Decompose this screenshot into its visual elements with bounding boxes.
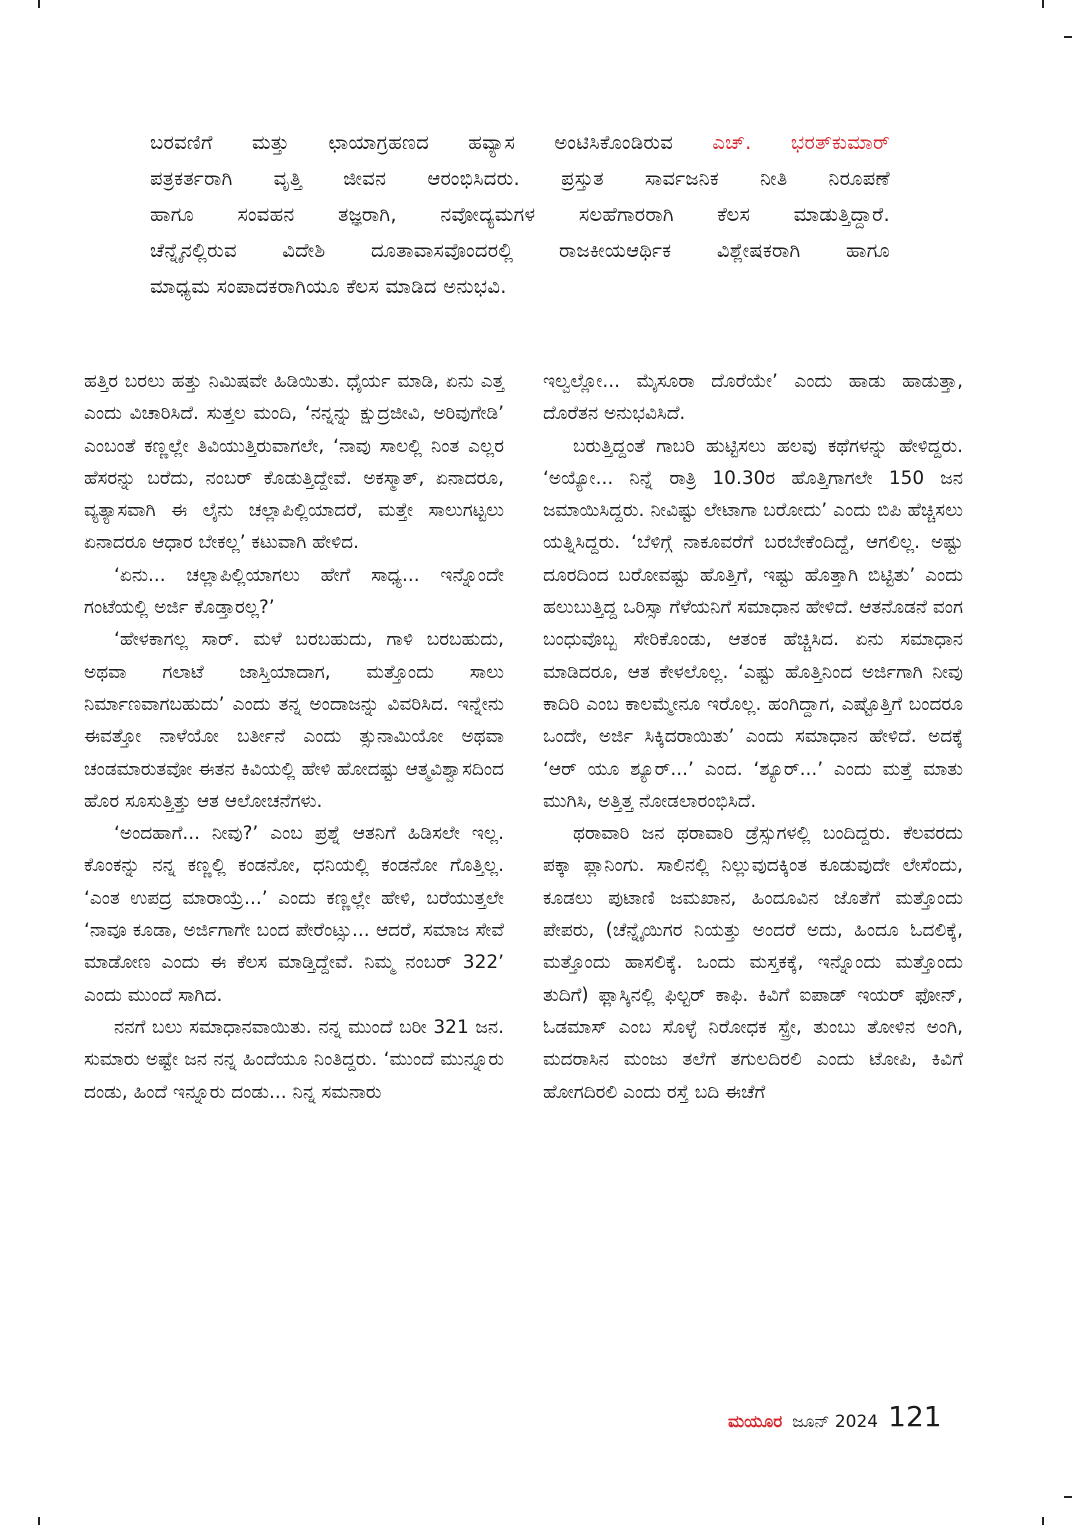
page-number: 121 — [888, 1400, 942, 1433]
article-column-left — [84, 366, 504, 1109]
paragraph: ‘ಏನು... ಚಲ್ಲಾಪಿಲ್ಲಿಯಾಗಲು ಹೇಗೆ ಸಾಧ್ಯ... ಇನ್ನೊಂದೇ ಗಂಟೆಯಲ್ಲಿ ಅರ್ಜಿ ಕೊಡ್ತಾರಲ್ಲ?’ — [84, 564, 504, 619]
paragraph: ಇಲ್ವಲ್ಲೋ... ಮೈಸೂರಾ ದೊರೆಯೇ’ ಎಂದು ಹಾಡು ಹಾಡುತ್ತಾ, ದೊರೆತನ ಅನುಭವಿಸಿದೆ. — [543, 371, 963, 425]
crop-mark-top-right-h — [1064, 36, 1072, 38]
crop-mark-top-right-v — [1042, 0, 1044, 8]
author-name: ಎಚ್. ಭರತ್‌ಕುಮಾರ್ — [712, 131, 890, 154]
bio-line: ಪತ್ರಕರ್ತರಾಗಿ ವೃತ್ತಿ ಜೀವನ ಆರಂಭಿಸಿದರು. ಪ್ರಸ್ತುತ ಸಾರ್ವಜನಿಕ ನೀತಿ ನಿರೂಪಣೆ — [150, 167, 890, 190]
paragraph: ಹತ್ತಿರ ಬರಲು ಹತ್ತು ನಿಮಿಷವೇ ಹಿಡಿಯಿತು. ಧೈರ್ಯ ಮಾಡಿ, ಏನು ಎತ್ತ ಎಂದು ವಿಚಾರಿಸಿದೆ. ಸುತ್ತಲ ಮಂದಿ, ‘ನನ್ನನ್ನು ಕ್ಷುದ್ರಜೀವಿ, ಅರಿವುಗೇಡಿ’ ಎಂಬಂತೆ ಕಣ್ಣಲ್ಲೇ ತಿವಿಯುತ್ತಿರುವಾಗಲೇ, ‘ನಾವು ಸಾಲಲ್ಲಿ ನಿಂತ ಎಲ್ಲರ ಹೆಸರನ್ನು ಬರೆದು, ನಂಬರ್ ಕೊಡುತ್ತಿದ್ದೇವೆ. ಅಕಸ್ಮಾತ್, ಏನಾದರೂ, ವ್ಯತ್ಯಾಸವಾಗಿ ಈ ಲೈನು ಚಲ್ಲಾಪಿಲ್ಲಿಯಾದರೆ, ಮತ್ತೇ ಸಾಲುಗಟ್ಟಲು ಏನಾದರೂ ಆಧಾರ ಬೇಕಲ್ಲ’ ಕಟುವಾಗಿ ಹೇಳಿದ. — [84, 371, 504, 554]
paragraph: ‘ಹೇಳಕಾಗಲ್ಲ ಸಾರ್. ಮಳೆ ಬರಬಹುದು, ಗಾಳಿ ಬರಬಹುದು, ಅಥವಾ ಗಲಾಟೆ ಜಾಸ್ತಿಯಾದಾಗ, ಮತ್ತೊಂದು ಸಾಲು ನಿರ್ಮಾಣವಾಗಬಹುದು’ ಎಂದು ತನ್ನ ಅಂದಾಜನ್ನು ವಿವರಿಸಿದ. ಇನ್ನೇನು ಈವತ್ತೋ ನಾಳೆಯೋ ಬರ್ತೀನೆ ಎಂದು ತ್ಸುನಾಮಿಯೋ ಅಥವಾ ಚಂಡಮಾರುತವೋ ಈತನ ಕಿವಿಯಲ್ಲಿ ಹೇಳಿ ಹೋದಷ್ಟು ಆತ್ಮವಿಶ್ವಾಸದಿಂದ ಹೊರ ಸೂಸುತ್ತಿತ್ತು ಆತ ಆಲೋಚನೆಗಳು. — [84, 629, 504, 812]
paragraph: ‘ಅಂದಹಾಗೆ... ನೀವು?’ ಎಂಬ ಪ್ರಶ್ನೆ ಆತನಿಗೆ ಹಿಡಿಸಲೇ ಇಲ್ಲ. ಕೊಂಕನ್ನು ನನ್ನ ಕಣ್ಣಲ್ಲಿ ಕಂಡನೋ, ಧನಿಯಲ್ಲಿ ಕಂಡನೋ ಗೊತ್ತಿಲ್ಲ. ‘ಎಂತ ಉಪದ್ರ ಮಾರಾಯ್ರೆ...’ ಎಂದು ಕಣ್ಣಲ್ಲೇ ಹೇಳಿ, ಬರೆಯುತ್ತಲೇ ‘ನಾವೂ ಕೂಡಾ, ಅರ್ಜಿಗಾಗೇ ಬಂದ ಪೇರೆಂಟ್ಸು... ಆದರೆ, ಸಮಾಜ ಸೇವೆ ಮಾಡೋಣ ಎಂದು ಈ ಕೆಲಸ ಮಾಡ್ತಿದ್ದೇವೆ. ನಿಮ್ಮ ನಂಬರ್ 322’ ಎಂದು ಮುಂದೆ ಸಾಗಿದ. — [84, 823, 504, 1006]
crop-mark-bottom-right-v — [1042, 1517, 1044, 1525]
paragraph: ನನಗೆ ಬಲು ಸಮಾಧಾನವಾಯಿತು. ನನ್ನ ಮುಂದೆ ಬರೀ 321 ಜನ. ಸುಮಾರು ಅಷ್ಟೇ ಜನ ನನ್ನ ಹಿಂದೆಯೂ ನಿಂತಿದ್ದರು. ‘ಮುಂದೆ ಮುನ್ನೂರು ದಂಡು, ಹಿಂದೆ ಇನ್ನೂರು ದಂಡು... ನಿನ್ನ ಸಮನಾರು — [84, 1016, 504, 1103]
page-footer — [728, 1392, 942, 1432]
author-bio — [150, 125, 890, 305]
crop-mark-top-left-v — [38, 0, 40, 8]
magazine-logo: ಮಯೂರ — [728, 1412, 783, 1432]
bio-line: ಹಾಗೂ ಸಂವಹನ ತಜ್ಞರಾಗಿ, ನವೋದ್ಯಮಗಳ ಸಲಹೆಗಾರರಾಗಿ ಕೆಲಸ ಮಾಡುತ್ತಿದ್ದಾರೆ. — [150, 203, 890, 226]
bio-line: ಬರವಣಿಗೆ ಮತ್ತು ಛಾಯಾಗ್ರಹಣದ ಹವ್ಯಾಸ ಅಂಟಿಸಿಕೊಂಡಿರುವ ಎಚ್. ಭರತ್‌ಕುಮಾರ್ — [150, 131, 890, 154]
crop-mark-bottom-right-h — [1064, 1496, 1072, 1498]
paragraph: ಬರುತ್ತಿದ್ದಂತೆ ಗಾಬರಿ ಹುಟ್ಟಿಸಲು ಹಲವು ಕಥೆಗಳನ್ನು ಹೇಳಿದ್ದರು. ‘ಅಯ್ಯೋ... ನಿನ್ನೆ ರಾತ್ರಿ 10.30ರ ಹೊತ್ತಿಗಾಗಲೇ 150 ಜನ ಜಮಾಯಿಸಿದ್ದರು. ನೀವಿಷ್ಟು ಲೇಟಾಗಾ ಬರೋದು’ ಎಂದು ಬಿಪಿ ಹೆಚ್ಚಿಸಲು ಯತ್ನಿಸಿದ್ದರು. ‘ಬೆಳಿಗ್ಗೆ ನಾಕೂವರೆಗೆ ಬರಬೇಕೆಂದಿದ್ದೆ, ಆಗಲಿಲ್ಲ. ಅಷ್ಟು ದೂರದಿಂದ ಬರೋವಷ್ಟು ಹೊತ್ತಿಗೆ, ಇಷ್ಟು ಹೊತ್ತಾಗಿ ಬಿಟ್ಟಿತು’ ಎಂದು ಹಲುಬುತ್ತಿದ್ದ ಒರಿಸ್ಸಾ ಗೆಳೆಯನಿಗೆ ಸಮಾಧಾನ ಹೇಳಿದೆ. ಆತನೊಡನೆ ವಂಗ ಬಂಧುವೊಬ್ಬ ಸೇರಿಕೊಂಡು, ಆತಂಕ ಹೆಚ್ಚಿಸಿದ. ಏನು ಸಮಾಧಾನ ಮಾಡಿದರೂ, ಆತ ಕೇಳಲೊಲ್ಲ. ‘ಎಷ್ಟು ಹೊತ್ತಿನಿಂದ ಅರ್ಜಿಗಾಗಿ ನೀವು ಕಾದಿರಿ ಎಂಬ ಕಾಲಮ್ಮೇನೂ ಇರೊಲ್ಲ. ಹಂಗಿದ್ದಾಗ, ಎಷ್ಟೊತ್ತಿಗೆ ಬಂದರೂ ಒಂದೇ, ಅರ್ಜಿ ಸಿಕ್ಕಿದರಾಯಿತು’ ಎಂದು ಸಮಾಧಾನ ಹೇಳಿದೆ. ಅದಕ್ಕೆ ‘ಆರ್ ಯೂ ಶ್ಯೂರ್...’ ಎಂದ. ‘ಶ್ಯೂರ್...’ ಎಂದು ಮತ್ತೆ ಮಾತು ಮುಗಿಸಿ, ಅತ್ತಿತ್ತ ನೋಡಲಾರಂಭಿಸಿದೆ. — [543, 435, 963, 812]
article-column-right — [543, 366, 963, 1109]
issue-date: ಜೂನ್ 2024 — [792, 1412, 879, 1432]
bio-line: ಚೆನ್ನೈನಲ್ಲಿರುವ ವಿದೇಶಿ ದೂತಾವಾಸವೊಂದರಲ್ಲಿ ರಾಜಕೀಯಆರ್ಥಿಕ ವಿಶ್ಲೇಷಕರಾಗಿ ಹಾಗೂ — [150, 239, 890, 262]
bio-line: ಮಾಧ್ಯಮ ಸಂಪಾದಕರಾಗಿಯೂ ಕೆಲಸ ಮಾಡಿದ ಅನುಭವಿ. — [150, 275, 507, 298]
crop-mark-bottom-left-v — [38, 1517, 40, 1525]
paragraph: ಥರಾವಾರಿ ಜನ ಥರಾವಾರಿ ಡ್ರೆಸ್ಸುಗಳಲ್ಲಿ ಬಂದಿದ್ದರು. ಕೆಲವರದು ಪಕ್ಕಾ ಪ್ಲಾನಿಂಗು. ಸಾಲಿನಲ್ಲಿ ನಿಲ್ಲುವುದಕ್ಕಿಂತ ಕೂಡುವುದೇ ಲೇಸೆಂದು, ಕೂಡಲು ಪುಟಾಣಿ ಜಮಖಾನ, ಹಿಂದೂವಿನ ಜೊತೆಗೆ ಮತ್ತೊಂದು ಪೇಪರು, (ಚೆನ್ನೈಯಿಗರ ನಿಯತ್ತು ಅಂದರೆ ಅದು, ಹಿಂದೂ ಓದಲಿಕ್ಕೆ, ಮತ್ತೊಂದು ಹಾಸಲಿಕ್ಕೆ. ಒಂದು ಮಸ್ತಕಕ್ಕೆ, ಇನ್ನೊಂದು ಮತ್ತೊಂದು ತುದಿಗೆ) ಫ್ಲಾಸ್ಕಿನಲ್ಲಿ ಫಿಲ್ಟರ್ ಕಾಫಿ. ಕಿವಿಗೆ ಐಪಾಡ್ ಇಯರ್ ಫೋನ್, ಓಡಮಾಸ್ ಎಂಬ ಸೊಳ್ಳೆ ನಿರೋಧಕ ಸ್ಪ್ರೇ, ತುಂಬು ತೋಳಿನ ಅಂಗಿ, ಮದರಾಸಿನ ಮಂಜು ತಲೆಗೆ ತಗುಲದಿರಲಿ ಎಂದು ಟೋಪಿ, ಕಿವಿಗೆ ಹೋಗದಿರಲಿ ಎಂದು ರಸ್ತೆ ಬದಿ ಈಚೆಗೆ — [543, 823, 963, 1103]
